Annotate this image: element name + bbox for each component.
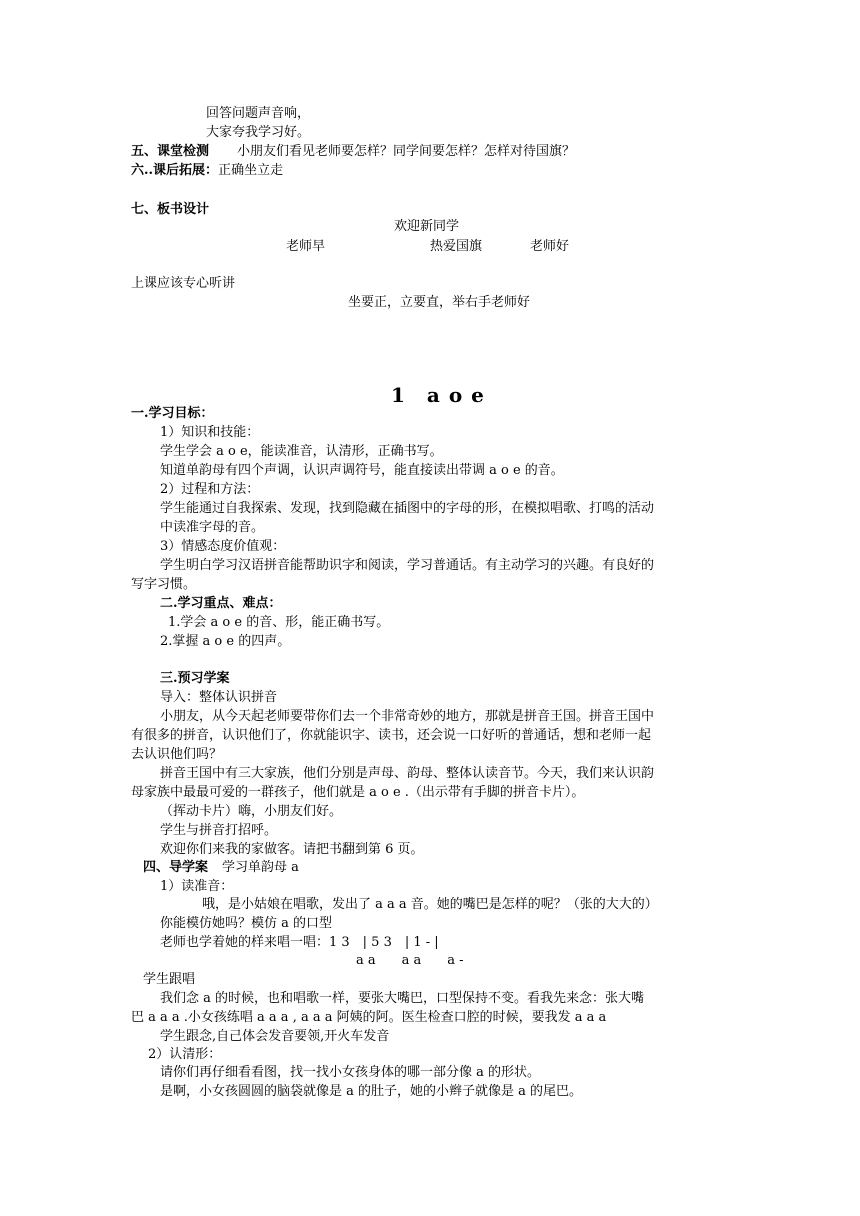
text-line: 大家夸我学习好。 — [206, 125, 311, 140]
text-line: 回答问题声音响， — [206, 106, 311, 121]
text-line: 巴 a a a .小女孩练唱 a a a , a a a 阿姨的阿。医生检查口腔的时候，要我发 a a a — [131, 1010, 607, 1025]
board-text: 上课应该专心听讲 — [131, 276, 236, 291]
text-line: 1.学会 a o e 的音、形，能正确书写。 — [168, 615, 390, 630]
text-line: 写字习惯。 — [131, 577, 197, 592]
board-text: 热爱国旗 — [430, 239, 483, 254]
section-5-line — [131, 143, 575, 161]
text-line: a a a a a - — [356, 953, 464, 968]
board-text: 老师早 — [286, 239, 326, 254]
text-line: 导入：整体认识拼音 — [160, 690, 278, 705]
board-text: 坐要正，立要直，举右手老师好 — [348, 295, 531, 310]
section-heading: 四、导学案 — [143, 860, 209, 875]
section-heading: 五、课堂检测 — [131, 144, 210, 159]
text-line: 学习单韵母 a — [222, 860, 299, 875]
text-line: 小朋友，从今天起老师要带你们去一个非常奇妙的地方，那就是拼音王国。拼音王国中 — [160, 709, 655, 724]
text-line: 3）情感态度价值观： — [160, 539, 286, 554]
section-heading: 二.学习重点、难点： — [160, 596, 282, 611]
text-line: 老师也学着她的样来唱一唱：1 3 | 5 3 | 1 - | — [160, 935, 439, 950]
text-line: 2）过程和方法： — [160, 482, 260, 497]
text-line: 有很多的拼音，认识他们了，你就能识字、读书，还会说一口好听的普通话，想和老师一起 — [131, 728, 652, 743]
text-line: 你能模仿她吗？模仿 a 的口型 — [160, 916, 333, 931]
text-line: （挥动卡片）嗨，小朋友们好。 — [160, 804, 343, 819]
text-line: 学生跟念,自己体会发音要领,开火车发音 — [160, 1029, 390, 1044]
section-heading: 三.预习学案 — [160, 671, 230, 686]
text-line: 学生跟唱 — [143, 972, 196, 987]
text-line: 我们念 a 的时候，也和唱歌一样，要张大嘴巴，口型保持不变。看我先来念：张大嘴 — [160, 991, 645, 1006]
text-line: 正确坐立走 — [218, 163, 284, 178]
text-line: 学生能通过自我探索、发现，找到隐藏在插图中的字母的形，在模拟唱歌、打鸣的活动 — [160, 501, 655, 516]
lesson-title: 1 a o e — [391, 383, 485, 407]
text-line: 母家族中最最可爱的一群孩子，他们就是 a o e .（出示带有手脚的拼音卡片）。 — [131, 785, 585, 800]
text-line: 1）知识和技能： — [160, 425, 260, 440]
text-line: 请你们再仔细看看图，找一找小女孩身体的哪一部分像 a 的形状。 — [160, 1065, 541, 1080]
text-line: 知道单韵母有四个声调，认识声调符号，能直接读出带调 a o e 的音。 — [160, 463, 564, 478]
text-line: 2.掌握 a o e 的四声。 — [160, 634, 291, 649]
text-line: 拼音王国中有三大家族，他们分别是声母、韵母、整体认读音节。今天，我们来认识韵 — [160, 766, 655, 781]
text-line: 学生明白学习汉语拼音能帮助识字和阅读，学习普通话。有主动学习的兴趣。有良好的 — [160, 558, 655, 573]
text-line: 是啊，小女孩圆圆的脑袋就像是 a 的肚子，她的小辫子就像是 a 的尾巴。 — [160, 1084, 583, 1099]
text-line: 学生与拼音打招呼。 — [160, 823, 278, 838]
section-heading: 六..课后拓展： — [131, 163, 219, 178]
text-line: 去认识他们吗？ — [131, 747, 223, 762]
section-heading: 一.学习目标： — [131, 406, 214, 421]
text-line: 中读准字母的音。 — [160, 520, 265, 535]
text-line: 小朋友们看见老师要怎样？同学间要怎样？怎样对待国旗？ — [237, 144, 576, 159]
board-text: 老师好 — [530, 239, 570, 254]
text-line: 2）认清形： — [148, 1047, 222, 1062]
text-line: 哦，是小姑娘在唱歌，发出了 a a a 音。她的嘴巴是怎样的呢？（张的大大的） — [202, 897, 658, 912]
section-heading: 七、板书设计 — [131, 202, 210, 217]
board-text: 欢迎新同学 — [394, 219, 460, 234]
text-line: 欢迎你们来我的家做客。请把书翻到第 6 页。 — [160, 842, 424, 857]
text-line: 学生学会 a o e，能读准音，认清形，正确书写。 — [160, 444, 443, 459]
text-line: 1）读准音： — [160, 879, 234, 894]
section-6-line — [131, 162, 283, 180]
section-4-line — [143, 859, 299, 877]
